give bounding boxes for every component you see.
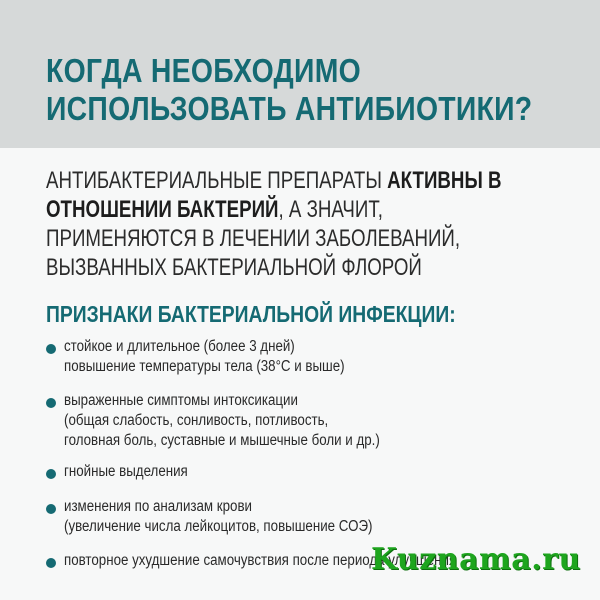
intro-line-2	[46, 195, 501, 224]
intro-text-1: АНТИБАКТЕРИАЛЬНЫЕ ПРЕПАРАТЫ	[46, 167, 388, 194]
sign-line: выраженные симптомы интоксикации	[64, 392, 298, 409]
intro-bold-1: АКТИВНЫ В	[387, 167, 502, 194]
sign-line: изменения по анализам крови	[64, 498, 252, 515]
sign-line: (увеличение числа лейкоцитов, повышение СОЭ)	[64, 518, 373, 535]
bullet-dot	[46, 469, 56, 479]
sign-text	[64, 337, 345, 377]
page-title-line-1: КОГДА НЕОБХОДИМО	[46, 52, 361, 89]
site-watermark: Kuznama.ru	[371, 542, 581, 577]
sign-line: повторное ухудшение самочувствия после периода улучшения	[64, 552, 457, 569]
intro-bold-2: ОТНОШЕНИИ БАКТЕРИЙ	[46, 196, 279, 223]
intro-paragraph	[46, 166, 501, 282]
sign-text	[64, 497, 372, 537]
bullet-dot	[46, 558, 56, 568]
sign-line: стойкое и длительное (более 3 дней)	[64, 338, 295, 355]
sign-line: гнойные выделения	[64, 463, 188, 480]
intro-line-4: ВЫЗВАННЫХ БАКТЕРИАЛЬНОЙ ФЛОРОЙ	[46, 254, 422, 281]
signs-heading: ПРИЗНАКИ БАКТЕРИАЛЬНОЙ ИНФЕКЦИИ:	[46, 301, 456, 327]
sign-line: головная боль, суставные и мышечные боли и др.)	[64, 432, 380, 449]
intro-line-1	[46, 166, 501, 195]
sign-text	[64, 391, 380, 451]
header-band	[0, 0, 600, 148]
sign-line: (общая слабость, сонливость, потливость,	[64, 412, 329, 429]
bullet-dot	[46, 504, 56, 514]
page-title	[46, 52, 532, 128]
intro-text-2: , А ЗНАЧИТ,	[278, 196, 383, 223]
intro-line-3: ПРИМЕНЯЮТСЯ В ЛЕЧЕНИИ ЗАБОЛЕВАНИЙ,	[46, 225, 461, 252]
bullet-dot	[46, 344, 56, 354]
page-title-line-2: ИСПОЛЬЗОВАТЬ АНТИБИОТИКИ?	[46, 90, 533, 127]
sign-line: повышение температуры тела (38°C и выше)	[64, 358, 345, 375]
bullet-dot	[46, 398, 56, 408]
sign-text	[64, 462, 188, 482]
